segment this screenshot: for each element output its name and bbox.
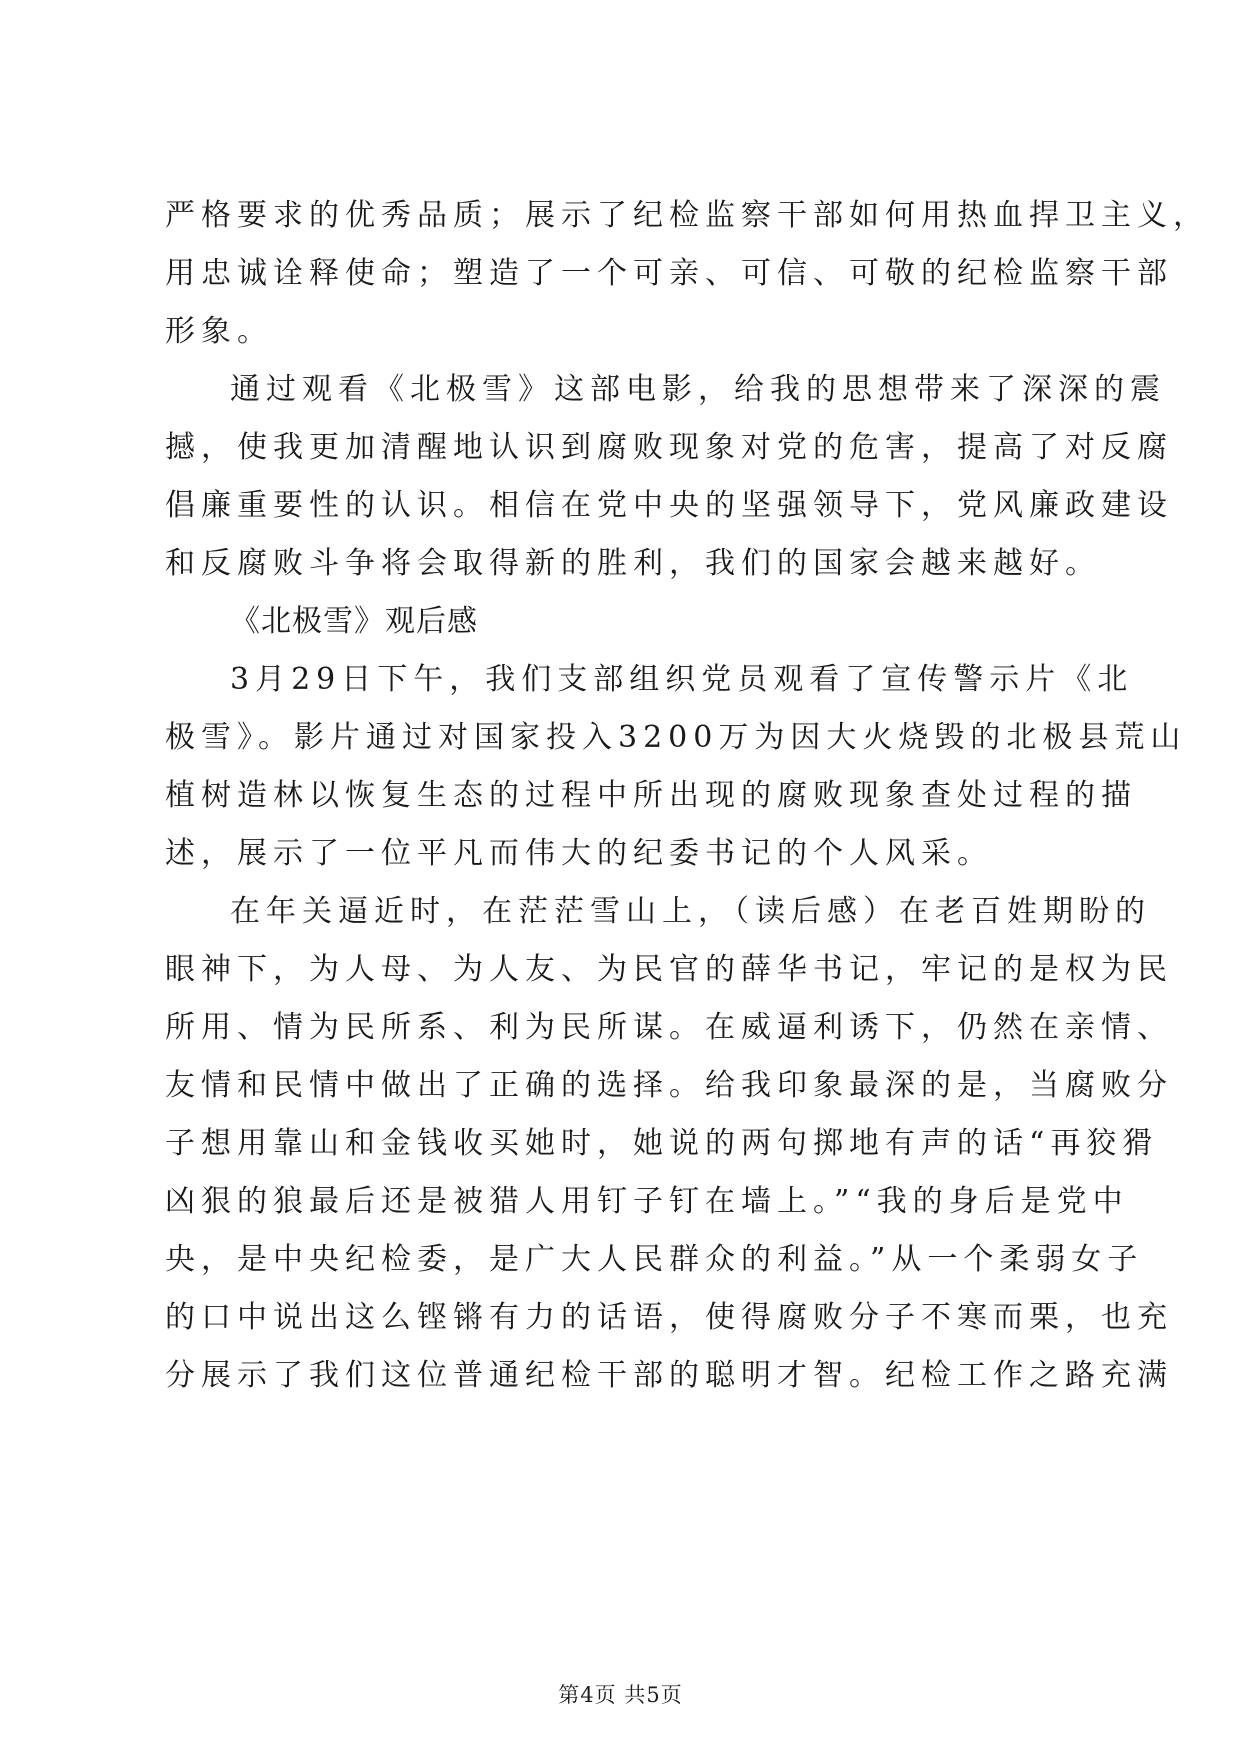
paragraph-first-line: 在年关逼近时，在茫茫雪山上，（读后感）在老百姓期盼的 bbox=[230, 894, 1151, 929]
text-line: 子想用靠山和金钱收买她时，她说的两句掷地有声的话“再狡猾 bbox=[165, 1126, 1159, 1161]
text-line: 凶狠的狼最后还是被猎人用钉子钉在墙上。”“我的身后是党中 bbox=[165, 1184, 1129, 1219]
paragraph-first-line: 通过观看《北极雪》这部电影，给我的思想带来了深深的震 bbox=[230, 372, 1166, 407]
text-line: 植树造林以恢复生态的过程中所出现的腐败现象查处过程的描 bbox=[165, 778, 1137, 813]
page-number-footer: 第4页 共5页 bbox=[558, 1683, 683, 1707]
text-line: 倡廉重要性的认识。相信在党中央的坚强领导下，党风廉政建设 bbox=[165, 488, 1173, 523]
text-line: 述，展示了一位平凡而伟大的纪委书记的个人风采。 bbox=[165, 836, 993, 871]
paragraph-first-line: 3月29日下午，我们支部组织党员观看了宣传警示片《北 bbox=[230, 662, 1134, 697]
text-line: 眼神下，为人母、为人友、为民官的薛华书记，牢记的是权为民 bbox=[165, 952, 1173, 987]
section-heading: 《北极雪》观后感 bbox=[230, 604, 478, 639]
text-line: 所用、情为民所系、利为民所谋。在威逼利诱下，仍然在亲情、 bbox=[165, 1010, 1173, 1045]
text-line: 极雪》。影片通过对国家投入3200万为因大火烧毁的北极县荒山 bbox=[165, 720, 1187, 755]
text-line: 分展示了我们这位普通纪检干部的聪明才智。纪检工作之路充满 bbox=[165, 1358, 1173, 1393]
text-line: 用忠诚诠释使命；塑造了一个可亲、可信、可敬的纪检监察干部 bbox=[165, 256, 1173, 291]
text-line: 和反腐败斗争将会取得新的胜利，我们的国家会越来越好。 bbox=[165, 546, 1101, 581]
text-line: 友情和民情中做出了正确的选择。给我印象最深的是，当腐败分 bbox=[165, 1068, 1173, 1103]
text-line: 央，是中央纪检委，是广大人民群众的利益。”从一个柔弱女子 bbox=[165, 1242, 1144, 1277]
text-line: 的口中说出这么铿锵有力的话语，使得腐败分子不寒而栗，也充 bbox=[165, 1300, 1173, 1335]
text-line: 严格要求的优秀品质；展示了纪检监察干部如何用热血捍卫主义， bbox=[165, 198, 1209, 233]
text-line: 形象。 bbox=[165, 314, 273, 349]
text-line: 撼，使我更加清醒地认识到腐败现象对党的危害，提高了对反腐 bbox=[165, 430, 1173, 465]
